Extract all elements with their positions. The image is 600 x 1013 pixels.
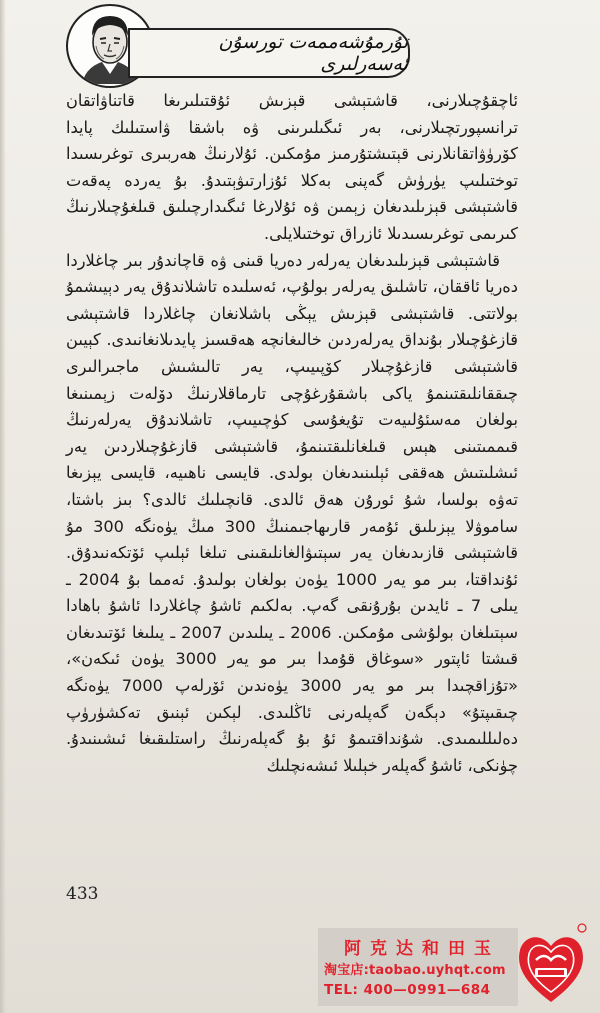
watermark-phone: TEL: 400—0991—684: [324, 982, 491, 998]
watermark-shop-url: 淘宝店:taobao.uyhqt.com: [324, 963, 506, 978]
page-spine-shadow: [0, 0, 6, 1013]
paragraph-1: ئاچقۇچىلارنى، قاشتېشى قېزىش ئۇقتىلىرىغا قاتناۋاتقان ترانسپورتچىلارنى، بەر ئىگىلىرىنى ۋە باشقا ۋاستىلىك پايدا كۆرۈۋاتقانلارنى قېتىشتۇرمىز مۇمكىن. ئۇلارنىڭ ھەربىرى توغرىسىدا توختىلىپ يۈرۈش گەپنى بەكلا ئۇزارتىۋېتىدۇ. بۇ يەردە پەقەت قاشتېشى قېزىلىدىغان زېمىن ۋە ئۇلارغا ئىگىدارچىلىق قىلغۇچىلارنىڭ كىرىمى توغرىسىدىلا ئازراق توختىلايلى.: [66, 91, 518, 243]
page-body: [66, 88, 518, 878]
akida-heart-logo-icon: [514, 922, 588, 1008]
book-title-banner: تۇرمۇشەممەت تورسۇن ئەسەرلىرى: [128, 28, 410, 78]
watermark-shop-name: 阿克达和田玉: [344, 939, 500, 959]
shop-watermark: [318, 928, 588, 1008]
paragraph-2: قاشتېشى قېزىلىدىغان يەرلەر دەريا قىنى ۋە قاچاندۇر بىر چاغلاردا دەريا ئاققان، تاشلىق يەرلەر بولۇپ، ئەسلىدە تاشلاندۇق يەر دېيىشمۇ بولاتتى. قاشتېشى قېزىش يېڭى باشلانغان چاغلاردا قاشتېشى قازغۇچىلار بۇنداق يەرلەردىن خالىغانچە ھەقسىز پايدىلانغانىدى. كېيىن قاشتېشى قازغۇچىلار كۆپىيىپ، يەر تالىشىش ماجىرالىرى چىققانلىقتىنمۇ ياكى باشقۇرغۇچى تارماقلارنىڭ دۆلەت زېمىنىغا بولغان مەسئۇلىيەت تۇيغۇسى كۈچىيىپ، تاشلاندۇق يەرلەرنىڭ قىممىتىنى ھېس قىلغانلىقتىنمۇ، قاشتېشى قازغۇچىلاردىن يەر ئىشلىتىش ھەققى ئېلىنىدىغان بولدى. قايسى ناھىيە، قايسى يېزىغا تەۋە بولسا، شۇ ئورۇن ھەق ئالدى. قانچىلىك ئالدى؟ بىز باشتا، ساموۋلا يېزىلىق ئۇمەر قارىھاجىمنىڭ 300 مىڭ يۈەنگە 300 مۇ قاشتېشى قازىدىغان يەر سېتىۋالغانلىقىنى تىلغا ئېلىپ ئۆتكەنىدۇق. ئۇنداقتا، بىر مو يەر 1000 يۈەن بولغان بولىدۇ. ئەمما بۇ 2004 ـ يىلى 7 ـ ئايدىن بۇرۇنقى گەپ. بەلكىم ئاشۇ چاغلاردا ئاشۇ باھادا سېتىلغان بولۇشى مۇمكىن. 2006 ـ يىلىدىن 2007 ـ يىلىغا ئۆتىدىغان قىشتا ئاپتور «سوغاق قۇمدا بىر مو يەر 3000 يۈەن ئىكەن»، «تۇزاقچىدا بىر مو يەر 3000 يۈەندىن ئۆرلەپ 7000 يۈەنگە چىقىپتۇ» دېگەن گەپلەرنى ئاڭلىدى. لېكىن ئېنىق تەكشۈرۈپ دەلىللىمىدى. شۇنداقتىمۇ ئۇ بۇ گەپلەرنىڭ راستلىقىغا ئىشىنىدۇ. چۈنكى، ئاشۇ گەپلەر خېلىلا ئىشەنچلىك: [66, 250, 519, 775]
page-number: 433: [66, 884, 99, 904]
page-header: [66, 4, 411, 88]
